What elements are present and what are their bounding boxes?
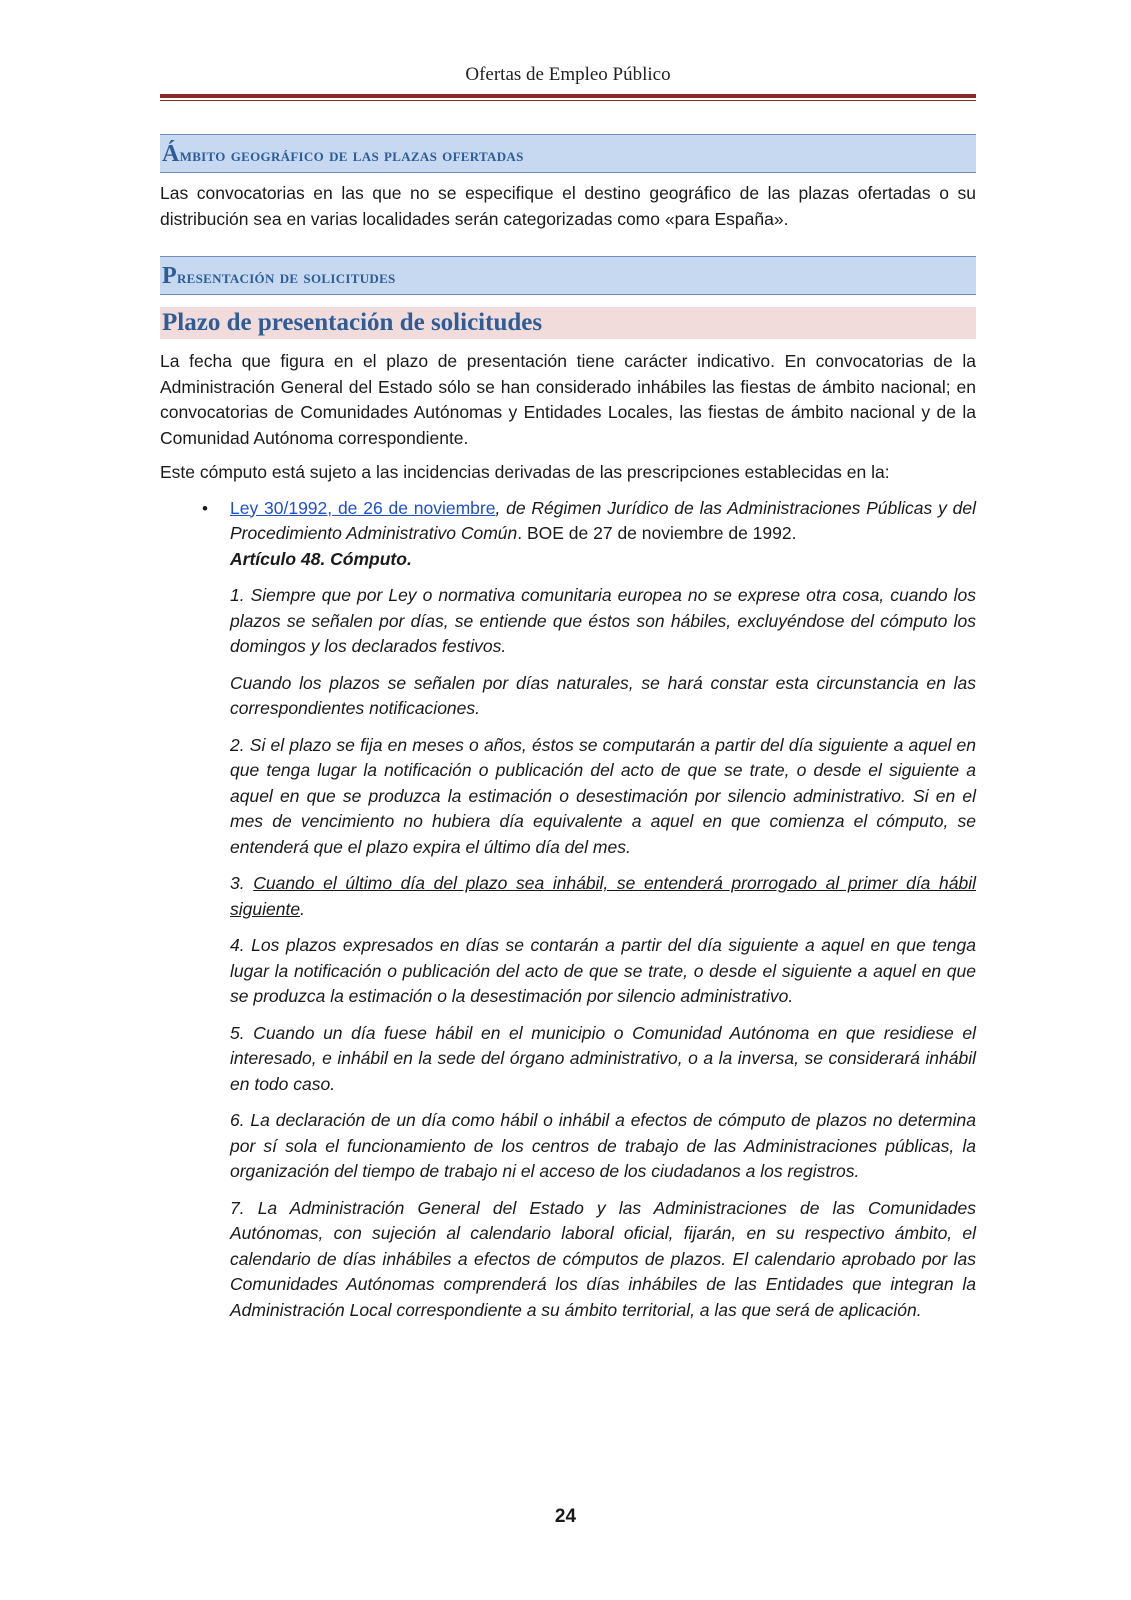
article-item-1: 1. Siempre que por Ley o normativa comunitaria europea no se exprese otra cosa, cuando los plazos se señalen por días, se entiende que éstos son hábiles, excluyéndose del cómputo los domingos y los declarados festivos. [230, 585, 976, 656]
heading-text: mbito geográfico de las plazas ofertadas [179, 145, 524, 166]
law-link[interactable]: Ley 30/1992, de 26 de noviembre [230, 497, 496, 518]
law-title: , de Régimen Jurídico de las Administraciones Públicas y del Procedimiento Administrativo Común [230, 497, 976, 543]
law-bullet [160, 496, 976, 1324]
bullet-icon: • [202, 498, 208, 518]
article-item-7: 7. La Administración General del Estado y las Administraciones de las Comunidades Autónomas, con sujeción al calendario laboral oficial, fijarán, en su respectivo ámbito, el calendario de días inhábiles a efectos de cómputos de plazos. El calendario aprobado por las Comunidades Autónomas comprenderá los días inhábiles de las Entidades que integran la Administración Local correspondiente a su ámbito territorial, a las que será de aplicación. [230, 1197, 976, 1320]
header-rule-thin [160, 100, 976, 101]
item-number: 3. [230, 873, 254, 893]
computo-intro-paragraph: Este cómputo está sujeto a las incidencias derivadas de las prescripciones establecidas en la: [160, 462, 890, 482]
boe-reference: . BOE de 27 de noviembre de 1992. [517, 523, 797, 543]
page-number: 24 [554, 1506, 577, 1527]
page-content [160, 134, 976, 1323]
article-item-2: 2. Si el plazo se fija en meses o años, éstos se computarán a partir del día siguiente a aquel en que tenga lugar la notificación o publicación del acto de que se trate, o desde el siguiente a aquel en que se produzca la estimación o desestimación por silencio administrativo. Si en el mes de vencimiento no hubiera día equivalente a aquel en que comienza el cómputo, se entenderá que el plazo expira el último día del mes. [230, 734, 976, 857]
item-end: . [300, 898, 305, 919]
article-item-4: 4. Los plazos expresados en días se contarán a partir del día siguiente a aquel en que tenga lugar la notificación o publicación del acto de que se trate, o desde el siguiente a aquel en que se produzca la estimación o la desestimación por silencio administrativo. [230, 935, 976, 1006]
heading-text: resentación de solicitudes [176, 267, 396, 288]
header-rule [160, 94, 976, 98]
heading-initial: P [162, 263, 177, 289]
article-item-5: 5. Cuando un día fuese hábil en el municipio o Comunidad Autónoma en que residiese el interesado, e inhábil en la sede del órgano administrativo, o a la inversa, se considerará inhábil en todo caso. [230, 1022, 976, 1094]
article-item-6: 6. La declaración de un día como hábil o inhábil a efectos de cómputo de plazos no determina por sí sola el funcionamiento de los centros de trabajo de las Administraciones públicas, la organización del tiempo de trabajo ni el acceso de los ciudadanos a los registros. [230, 1110, 976, 1181]
ambito-paragraph: Las convocatorias en las que no se especifique el destino geográfico de las plazas ofertadas o su distribución sea en varias localidades serán categorizadas como «para España». [160, 183, 976, 229]
heading-initial: Á [162, 141, 180, 167]
article-title: Artículo 48. Cómputo. [230, 548, 412, 569]
law-reference [230, 496, 976, 573]
article-item-1b: Cuando los plazos se señalen por días naturales, se hará constar esta circunstancia en las correspondientes notificaciones. [230, 672, 976, 718]
running-header: Ofertas de Empleo Público [465, 64, 671, 85]
underlined-text: Cuando el último día del plazo sea inhábil, se entenderá prorrogado al primer día hábil siguiente [230, 873, 976, 919]
subheading-plazo: Plazo de presentación de solicitudes [160, 307, 976, 339]
plazo-paragraph: La fecha que figura en el plazo de presentación tiene carácter indicativo. En convocatorias de la Administración General del Estado sólo se han considerado inhábiles las fiestas de ámbito nacional; en convocatorias de Comunidades Autónomas y Entidades Locales, las fiestas de ámbito nacional y de la Comunidad Autónoma correspondiente. [160, 351, 976, 448]
article-item-3 [230, 871, 976, 922]
section-heading-ambito [160, 134, 976, 173]
section-heading-presentacion [160, 256, 976, 295]
